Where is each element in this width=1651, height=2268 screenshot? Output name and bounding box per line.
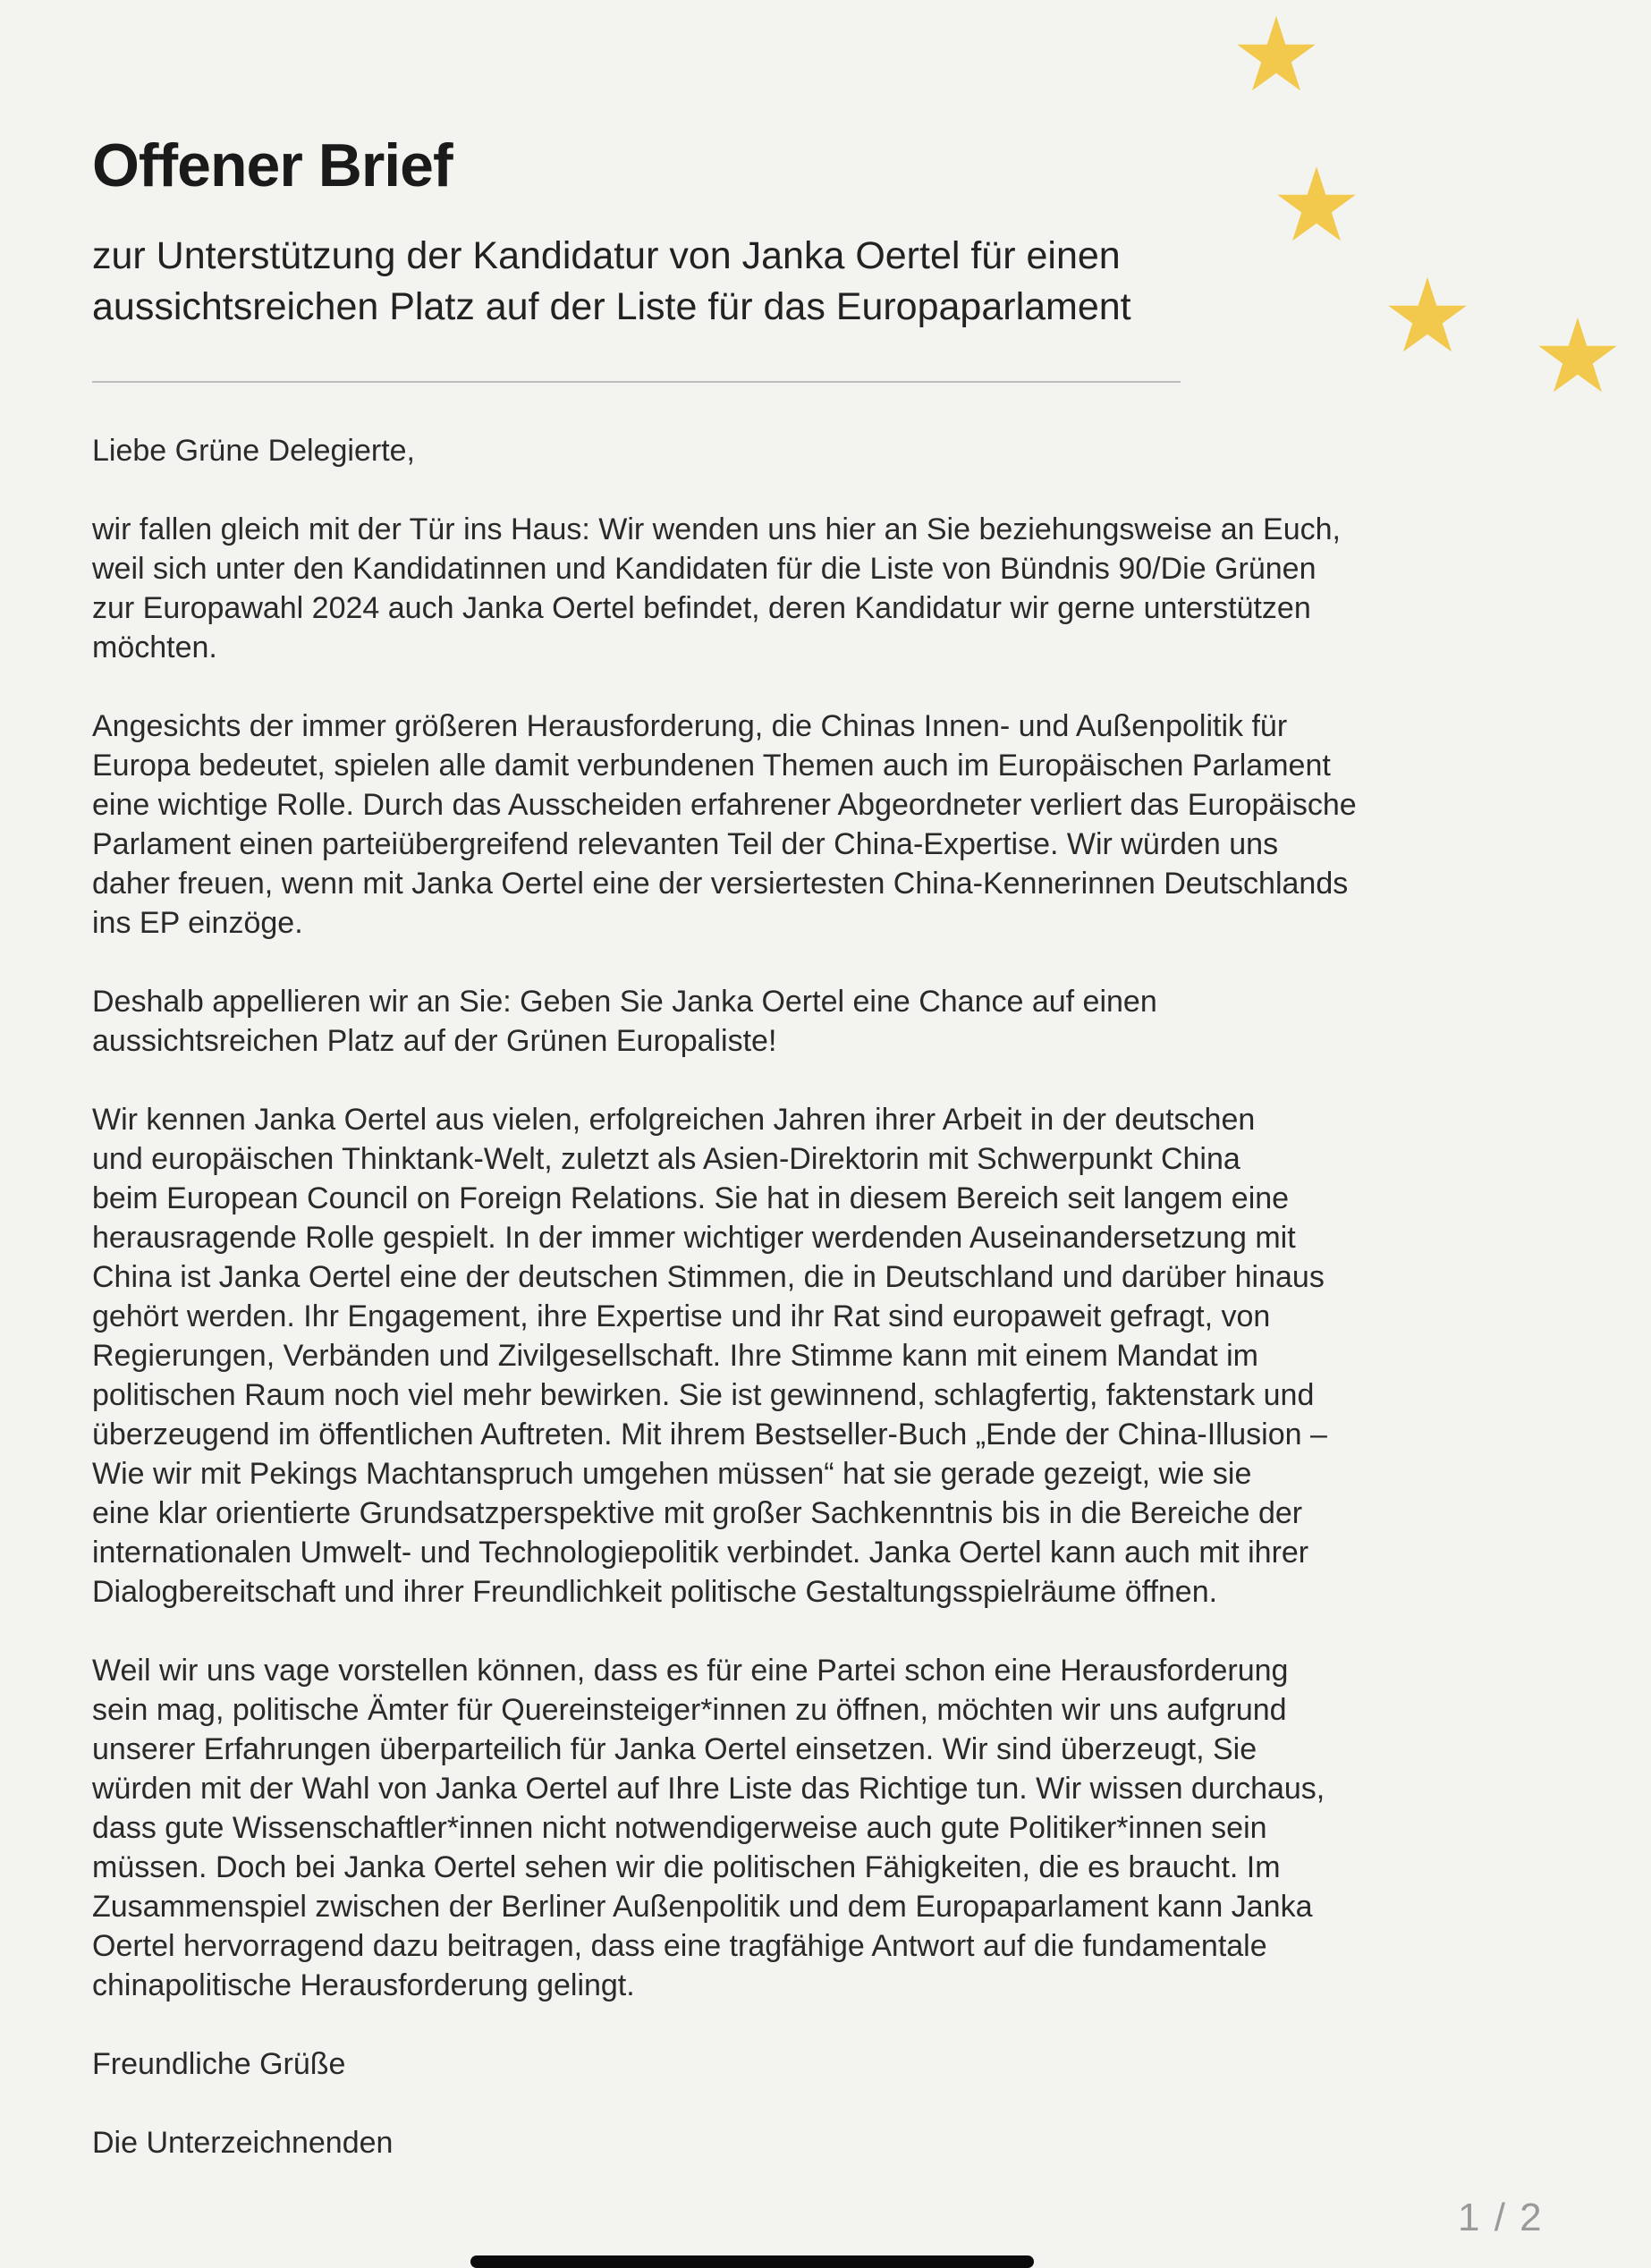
- letter-subtitle: [92, 231, 1255, 333]
- star-icon: [1237, 16, 1316, 90]
- paragraph-intro: wir fallen gleich mit der Tür ins Haus: Wir wenden uns hier an Sie beziehungsweise an Euch, weil sich unter den Kandidatinnen und Kandidaten für die Liste von Bündnis 90/Die Grünen zur Europawahl 2024 auch Janka Oertel befindet, deren Kandidatur wir gerne unterstützen möchten.: [92, 512, 1341, 664]
- paragraph-appeal: Deshalb appellieren wir an Sie: Geben Sie Janka Oertel eine Chance auf einen aussichtsreichen Platz auf der Grünen Europaliste!: [92, 985, 1157, 1058]
- closing-greeting: Freundliche Grüße: [92, 2047, 346, 2081]
- eu-stars-decoration: [0, 0, 1651, 447]
- star-icon: [1277, 166, 1356, 241]
- letter-subtitle-text: zur Unterstützung der Kandidatur von Janka Oertel für einen aussichtsreichen Platz auf der Liste für das Europaparlament: [92, 234, 1131, 328]
- star-icon: [1538, 317, 1617, 392]
- paragraph-crossparty: Weil wir uns vage vorstellen können, dass es für eine Partei schon eine Herausforderung sein mag, politische Ämter für Quereinsteiger*innen zu öffnen, möchten wir uns aufgrund unserer Erfahrungen überparteilich für Janka Oertel einsetzen. Wir sind überzeugt, Sie würden mit der Wahl von Janka Oertel auf Ihre Liste das Richtige tun. Wir wissen durchaus, dass gute Wissenschaftler*innen nicht notwendigerweise auch gute Politiker*innen sein müssen. Doch bei Janka Oertel sehen wir die politischen Fähigkeiten, die es braucht. Im Zusammenspiel zwischen der Berliner Außenpolitik und dem Europaparlament kann Janka Oertel hervorragend dazu beitragen, dass eine tragfähige Antwort auf die fundamentale chinapolitische Herausforderung gelingt.: [92, 1654, 1325, 2002]
- paragraph-context: Angesichts der immer größeren Herausforderung, die Chinas Innen- und Außenpolitik für Europa bedeutet, spielen alle damit verbundenen Themen auch im Europäischen Parlament eine wichtige Rolle. Durch das Ausscheiden erfahrener Abgeordneter verliert das Europäische Parlament einen parteiübergreifend relevanten Teil der China-Expertise. Wir würden uns daher freuen, wenn mit Janka Oertel eine der versiertesten China-Kennerinnen Deutschlands ins EP einzöge.: [92, 709, 1357, 940]
- page-indicator: 1 / 2: [1458, 2196, 1544, 2239]
- salutation: Liebe Grüne Delegierte,: [92, 434, 416, 468]
- star-icon: [1388, 277, 1467, 351]
- signatories: Die Unterzeichnenden: [92, 2126, 394, 2160]
- star-icons: [1237, 16, 1617, 392]
- letter-title: Offener Brief: [92, 131, 453, 199]
- title-divider: [92, 381, 1181, 383]
- paragraph-qualifications: Wir kennen Janka Oertel aus vielen, erfolgreichen Jahren ihrer Arbeit in der deutschen und europäischen Thinktank-Welt, zuletzt als Asien-Direktorin mit Schwerpunkt China beim European Council on Foreign Relations. Sie hat in diesem Bereich seit langem eine herausragende Rolle gespielt. In der immer wichtiger werdenden Auseinandersetzung mit China ist Janka Oertel eine der deutschen Stimmen, die in Deutschland und darüber hinaus gehört werden. Ihr Engagement, ihre Expertise und ihr Rat sind europaweit gefragt, von Regierungen, Verbänden und Zivilgesellschaft. Ihre Stimme kann mit einem Mandat im politischen Raum noch viel mehr bewirken. Sie ist gewinnend, schlagfertig, faktenstark und überzeugend im öffentlichen Auftreten. Mit ihrem Bestseller-Buch „Ende der China-Illusion – Wie wir mit Pekings Machtanspruch umgehen müssen“ hat sie gerade gezeigt, wie sie eine klar orientierte Grundsatzperspektive mit großer Sachkenntnis bis in die Bereiche der internationalen Umwelt- und Technologiepolitik verbindet. Janka Oertel kann auch mit ihrer Dialogbereitschaft und ihrer Freundlichkeit politische Gestaltungsspielräume öffnen.: [92, 1103, 1327, 1609]
- home-indicator-bar[interactable]: [470, 2255, 1034, 2268]
- letter-body: [92, 431, 1523, 2202]
